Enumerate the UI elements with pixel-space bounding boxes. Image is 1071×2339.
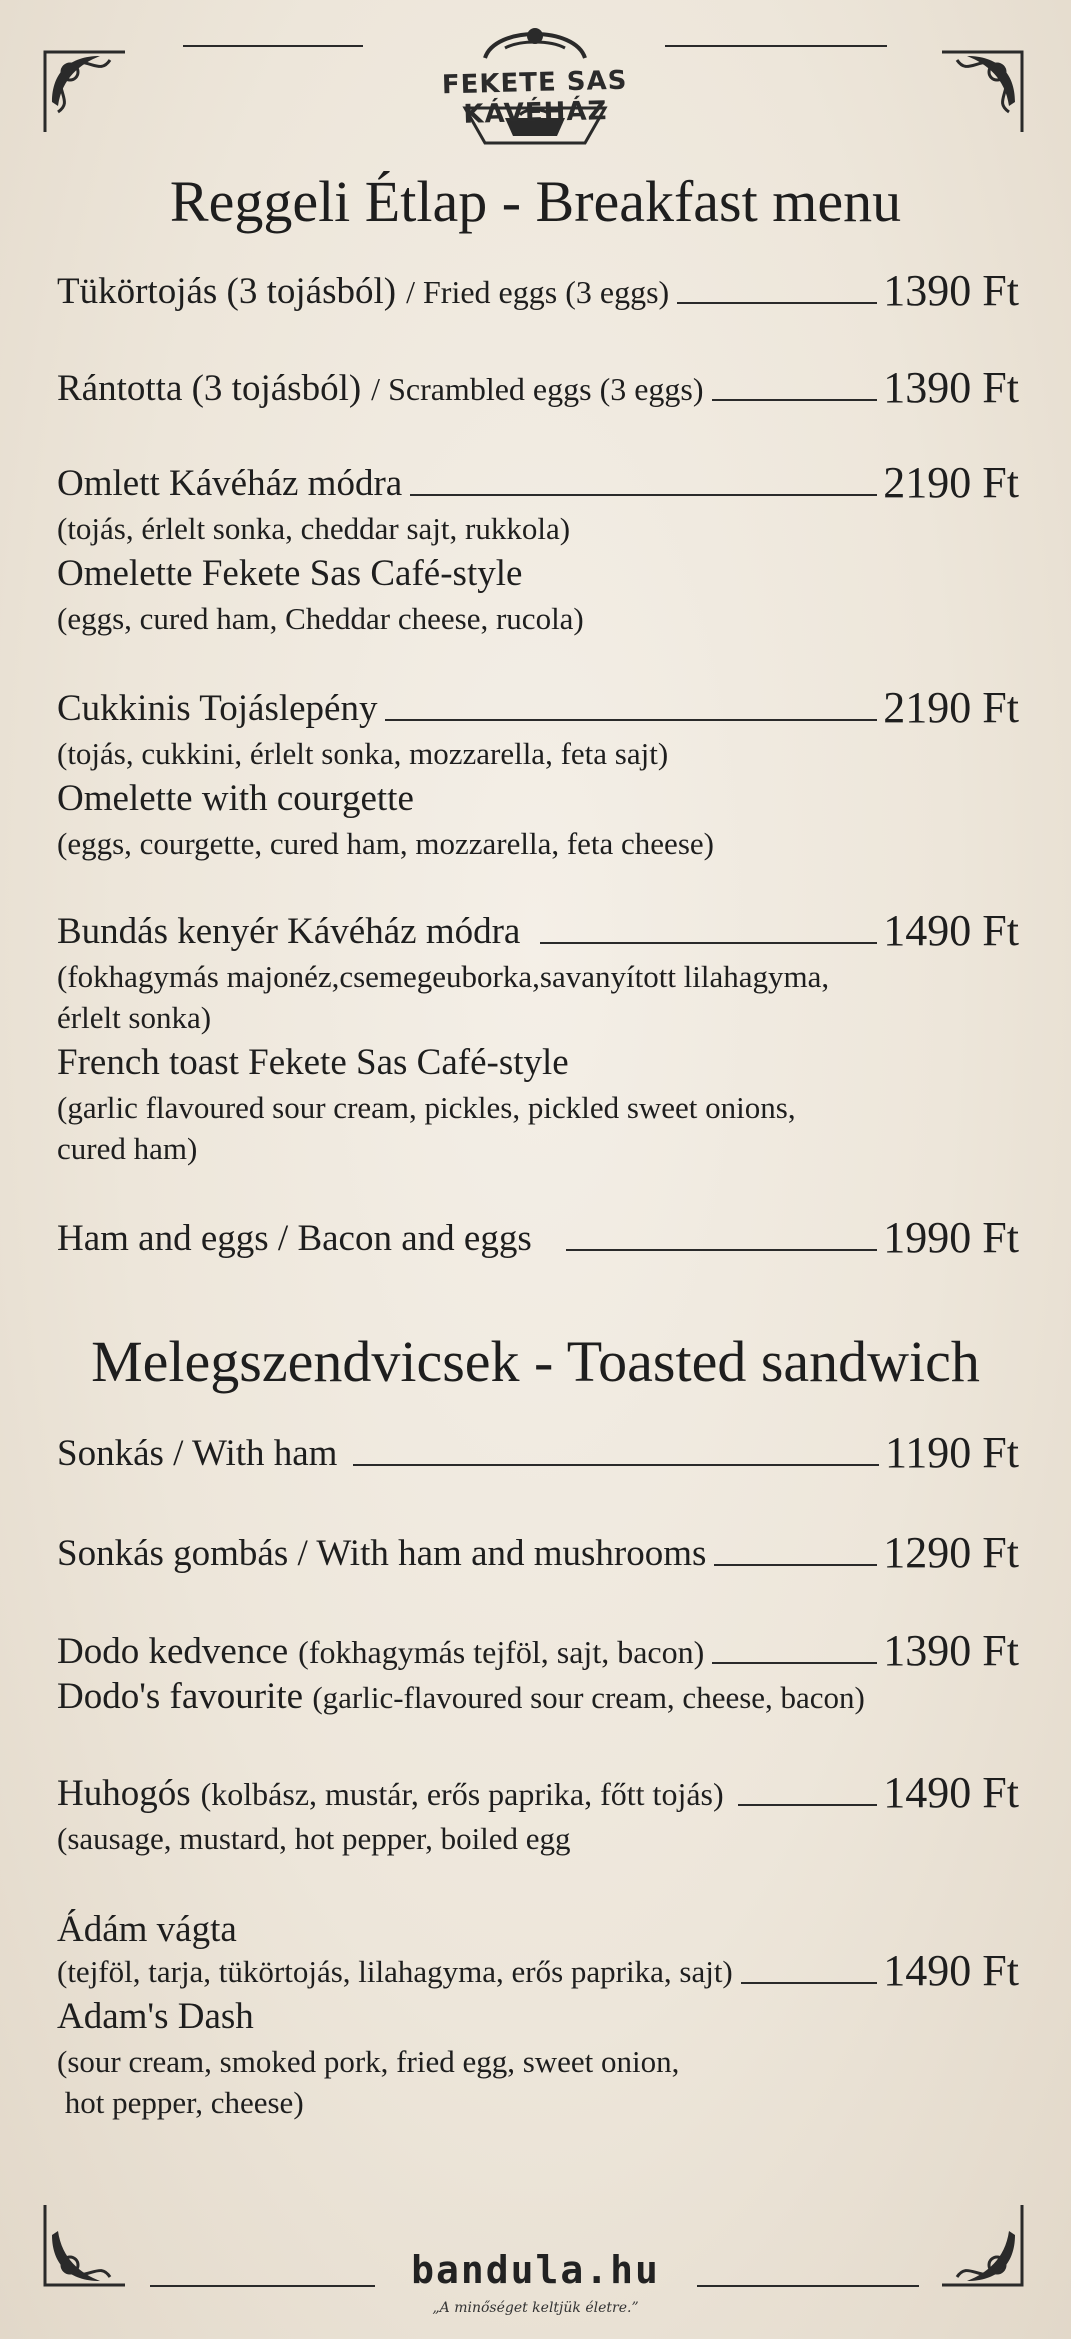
item-name-hu: Tükörtojás (3 tojásból) — [57, 271, 397, 312]
item-name: Omlett Kávéház módra — [57, 463, 403, 504]
menu-item — [57, 1530, 1019, 1576]
item-price: 1490 Ft — [883, 1768, 1019, 1817]
item-description: (fokhagymás majonéz,csemegeuborka,savanyított lilahagyma, — [57, 959, 830, 994]
item-description: (fokhagymás tejföl, sajt, bacon) — [298, 1634, 705, 1670]
menu-item — [57, 1430, 1019, 1476]
item-name: Huhogós — [57, 1773, 191, 1814]
menu-item — [57, 1628, 1019, 1721]
menu-item — [57, 460, 1019, 641]
price-leader-line — [540, 942, 877, 944]
price-leader-line — [714, 1564, 877, 1566]
item-price: 1390 Ft — [883, 266, 1019, 315]
item-price: 1390 Ft — [883, 363, 1019, 412]
corner-ornament-icon — [932, 42, 1027, 137]
item-price: 1390 Ft — [883, 1626, 1019, 1675]
item-name: Ádám vágta — [57, 1909, 237, 1950]
item-name-en: Omelette Fekete Sas Café-style — [57, 553, 523, 594]
menu-item — [57, 268, 1019, 314]
item-name-hu: Rántotta (3 tojásból) — [57, 368, 362, 409]
item-description: (eggs, cured ham, Cheddar cheese, rucola) — [57, 601, 584, 636]
menu-item — [57, 365, 1019, 411]
price-leader-line — [385, 719, 877, 721]
brand-logo — [385, 18, 685, 153]
menu-item — [57, 908, 1019, 1171]
menu-item — [57, 1770, 1019, 1861]
item-description: cured ham) — [57, 1131, 198, 1166]
item-description: érlelt sonka) — [57, 1000, 212, 1035]
item-name-en: / Scrambled eggs (3 eggs) — [371, 371, 704, 407]
item-name: Sonkás / With ham — [57, 1433, 338, 1474]
item-price: 2190 Ft — [883, 458, 1019, 507]
price-leader-line — [741, 1982, 878, 1984]
item-name-en: / Fried eggs (3 eggs) — [406, 274, 670, 310]
item-name: Cukkinis Tojáslepény — [57, 688, 378, 729]
footer-slogan: „A minőséget keltjük életre.” — [432, 2300, 639, 2316]
item-description: (tojás, cukkini, érlelt sonka, mozzarella, feta sajt) — [57, 736, 669, 771]
item-description: (garlic-flavoured sour cream, cheese, bacon) — [312, 1680, 865, 1715]
footer-brand: bandula.hu — [411, 2248, 660, 2292]
item-description: (eggs, courgette, cured ham, mozzarella, feta cheese) — [57, 826, 714, 861]
item-name: Sonkás gombás / With ham and mushrooms — [57, 1533, 707, 1574]
price-leader-line — [712, 399, 878, 401]
item-name: Dodo kedvence — [57, 1631, 289, 1672]
item-description: (garlic flavoured sour cream, pickles, pickled sweet onions, — [57, 1090, 796, 1125]
item-name-en: Dodo's favourite — [57, 1676, 304, 1717]
header-rule-left — [183, 45, 363, 47]
item-description: hot pepper, cheese) — [57, 2085, 304, 2120]
menu-item — [57, 685, 1019, 866]
item-description: (sour cream, smoked pork, fried egg, sweet onion, — [57, 2044, 680, 2079]
breakfast-section-title: Reggeli Étlap - Breakfast menu — [169, 169, 902, 234]
item-price: 1290 Ft — [883, 1528, 1019, 1577]
menu-item — [57, 1215, 1019, 1261]
price-leader-line — [410, 494, 877, 496]
brand-name: FEKETE SAS KÁVÉHÁZ — [441, 65, 628, 130]
item-name-en-line — [57, 1674, 1019, 1721]
menu-item — [57, 1907, 1019, 2125]
item-price: 1490 Ft — [883, 906, 1019, 955]
header-rule-right — [665, 45, 887, 47]
price-leader-line — [738, 1804, 878, 1806]
item-name-en: French toast Fekete Sas Café-style — [57, 1042, 569, 1083]
item-price: 1990 Ft — [883, 1213, 1019, 1262]
item-description: (tojás, érlelt sonka, cheddar sajt, rukkola) — [57, 511, 571, 546]
price-leader-line — [353, 1464, 878, 1466]
item-name: Bundás kenyér Kávéház módra — [57, 911, 521, 952]
price-leader-line — [677, 302, 877, 304]
price-leader-line — [712, 1662, 877, 1664]
price-leader-line — [566, 1249, 878, 1251]
item-price: 2190 Ft — [883, 683, 1019, 732]
item-name: Ham and eggs / Bacon and eggs — [57, 1218, 532, 1259]
item-description: (tejföl, tarja, tükörtojás, lilahagyma, erős paprika, sajt) — [57, 1954, 733, 1989]
sandwich-section-title: Melegszendvicsek - Toasted sandwich — [91, 1329, 980, 1394]
item-name-en: Omelette with courgette — [57, 778, 414, 819]
item-price: 1490 Ft — [883, 1946, 1019, 1995]
item-price: 1190 Ft — [884, 1428, 1019, 1477]
item-name-en: Adam's Dash — [57, 1996, 254, 2037]
corner-ornament-icon — [40, 42, 135, 137]
item-description: (sausage, mustard, hot pepper, boiled egg — [57, 1821, 571, 1856]
item-description: (kolbász, mustár, erős paprika, főtt tojás) — [200, 1776, 724, 1812]
